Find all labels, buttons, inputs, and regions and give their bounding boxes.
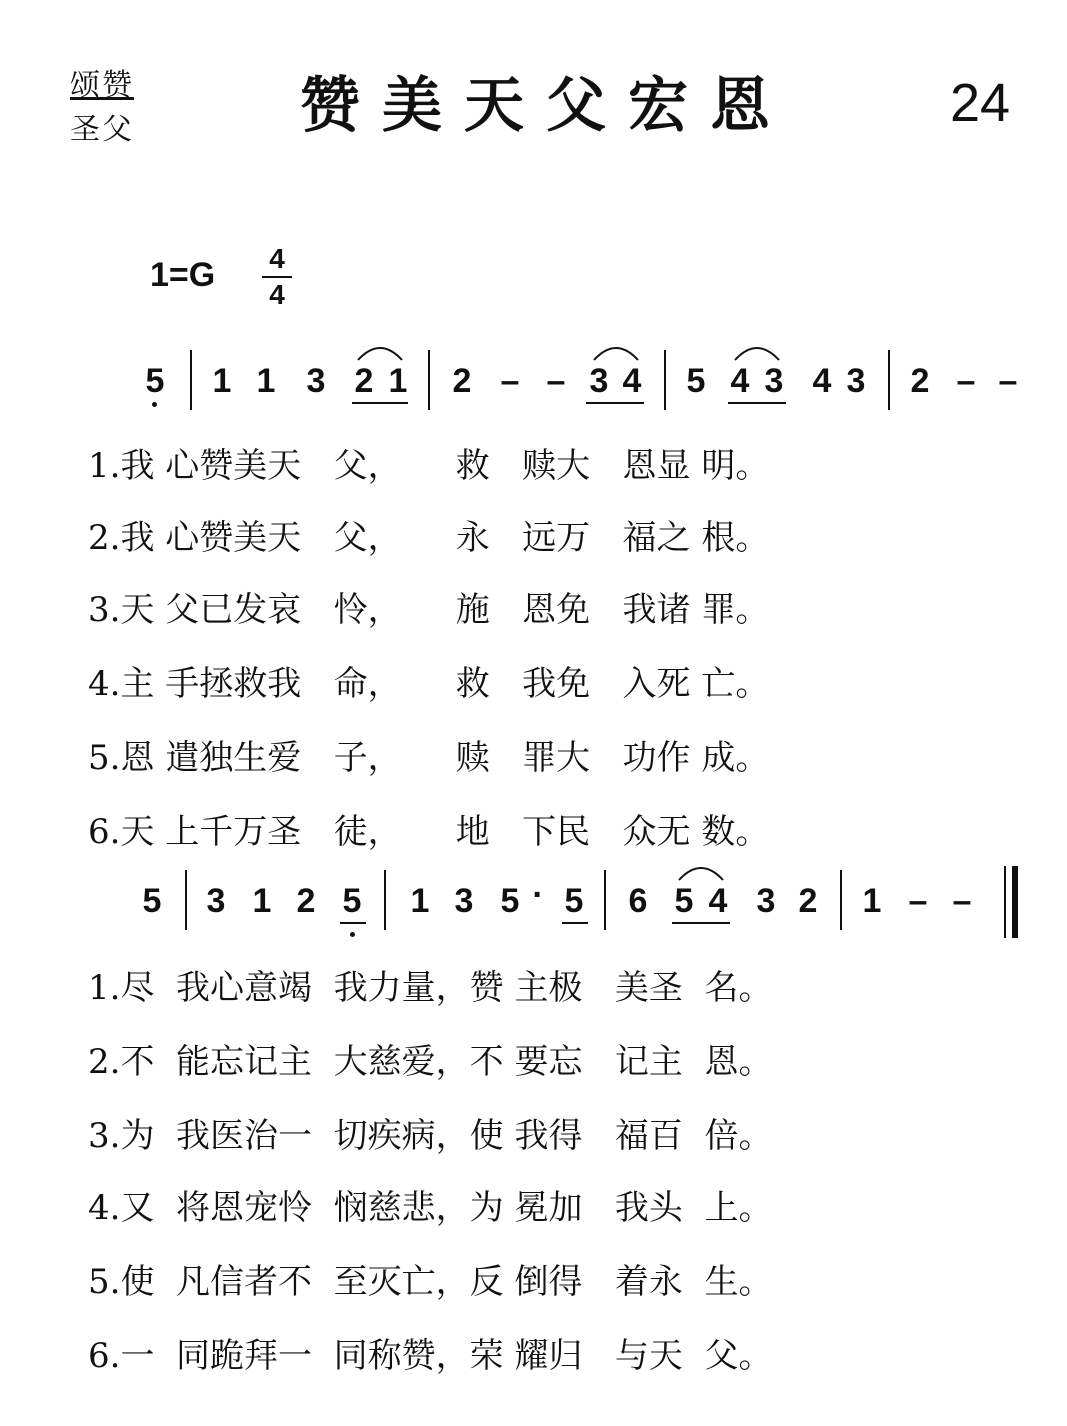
note: 3 <box>206 882 226 920</box>
lyric-line: 3.为 我医治一 切疾病，使 我得 福百 倍。 <box>88 1116 773 1156</box>
barline <box>185 870 187 930</box>
barline <box>384 870 386 930</box>
slur <box>677 860 725 882</box>
lyric-line: 6.天 上千万圣 徒， 地 下民 众无 数。 <box>88 812 770 852</box>
lyric-line: 4.主 手拯救我 命， 救 我免 入死 亡。 <box>88 664 770 704</box>
barline <box>604 870 606 930</box>
note: 2 <box>296 882 316 920</box>
note: 1 <box>256 362 276 400</box>
dash: – <box>500 362 520 400</box>
note: 4 <box>812 362 832 400</box>
lyric-line: 5.恩 遣独生爱 子， 赎 罪大 功作 成。 <box>88 738 770 778</box>
dash: – <box>546 362 566 400</box>
eighth-underline <box>672 922 730 924</box>
note: 3 <box>589 362 609 400</box>
note: 1 <box>862 882 882 920</box>
note: 3 <box>756 882 776 920</box>
note: 3 <box>454 882 474 920</box>
eighth-underline <box>340 922 366 924</box>
note: 5 <box>342 882 362 920</box>
lyric-line: 1.我 心赞美天 父， 救 赎大 恩显 明。 <box>88 446 770 486</box>
time-signature-bottom: 4 <box>269 279 285 310</box>
dash: – <box>908 882 928 920</box>
note: 2 <box>798 882 818 920</box>
eighth-underline <box>562 922 588 924</box>
note: 1 <box>388 362 408 400</box>
note: 3 <box>306 362 326 400</box>
note: 5 <box>142 882 162 920</box>
note: 1 <box>252 882 272 920</box>
note: 1 <box>212 362 232 400</box>
hymn-number: 24 <box>950 73 1011 133</box>
time-signature-top: 4 <box>269 243 285 274</box>
lyric-line: 4.又 将恩宠怜 悯慈悲，为 冕加 我头 上。 <box>88 1188 773 1228</box>
note: 2 <box>452 362 472 400</box>
note: 5 <box>674 882 694 920</box>
note: 5 <box>564 882 584 920</box>
barline <box>840 870 842 930</box>
final-barline-thin <box>1004 866 1006 938</box>
lyric-line: 6.一 同跪拜一 同称赞，荣 耀归 与天 父。 <box>88 1336 773 1376</box>
note: 1 <box>410 882 430 920</box>
note: 4 <box>708 882 728 920</box>
lyric-line: 5.使 凡信者不 至灭亡，反 倒得 着永 生。 <box>88 1262 773 1302</box>
lyric-line: 2.我 心赞美天 父， 永 远万 福之 根。 <box>88 518 770 558</box>
category-top: 颂赞 <box>70 68 134 103</box>
note: 4 <box>622 362 642 400</box>
low-octave-dot <box>350 932 355 937</box>
note: 2 <box>354 362 374 400</box>
lyric-line: 1.尽 我心意竭 我力量，赞 主极 美圣 名。 <box>88 968 773 1008</box>
category-bottom: 圣父 <box>70 112 134 147</box>
note: 5 <box>686 362 706 400</box>
lyric-line: 3.天 父已发哀 怜， 施 恩免 我诸 罪。 <box>88 590 770 630</box>
note: 3 <box>846 362 866 400</box>
dash: – <box>956 362 976 400</box>
dash: – <box>998 362 1018 400</box>
lyric-line: 2.不 能忘记主 大慈爱，不 要忘 记主 恩。 <box>88 1042 773 1082</box>
dot: · <box>532 876 544 914</box>
dash: – <box>952 882 972 920</box>
note: 5 <box>145 362 165 400</box>
note: 2 <box>910 362 930 400</box>
note: 6 <box>628 882 648 920</box>
note: 5 <box>500 882 520 920</box>
hymn-title: 赞美天父宏恩 <box>300 71 792 141</box>
note: 3 <box>764 362 784 400</box>
note: 4 <box>730 362 750 400</box>
key-signature: 1=G <box>150 256 216 294</box>
final-barline-thick <box>1012 866 1018 938</box>
